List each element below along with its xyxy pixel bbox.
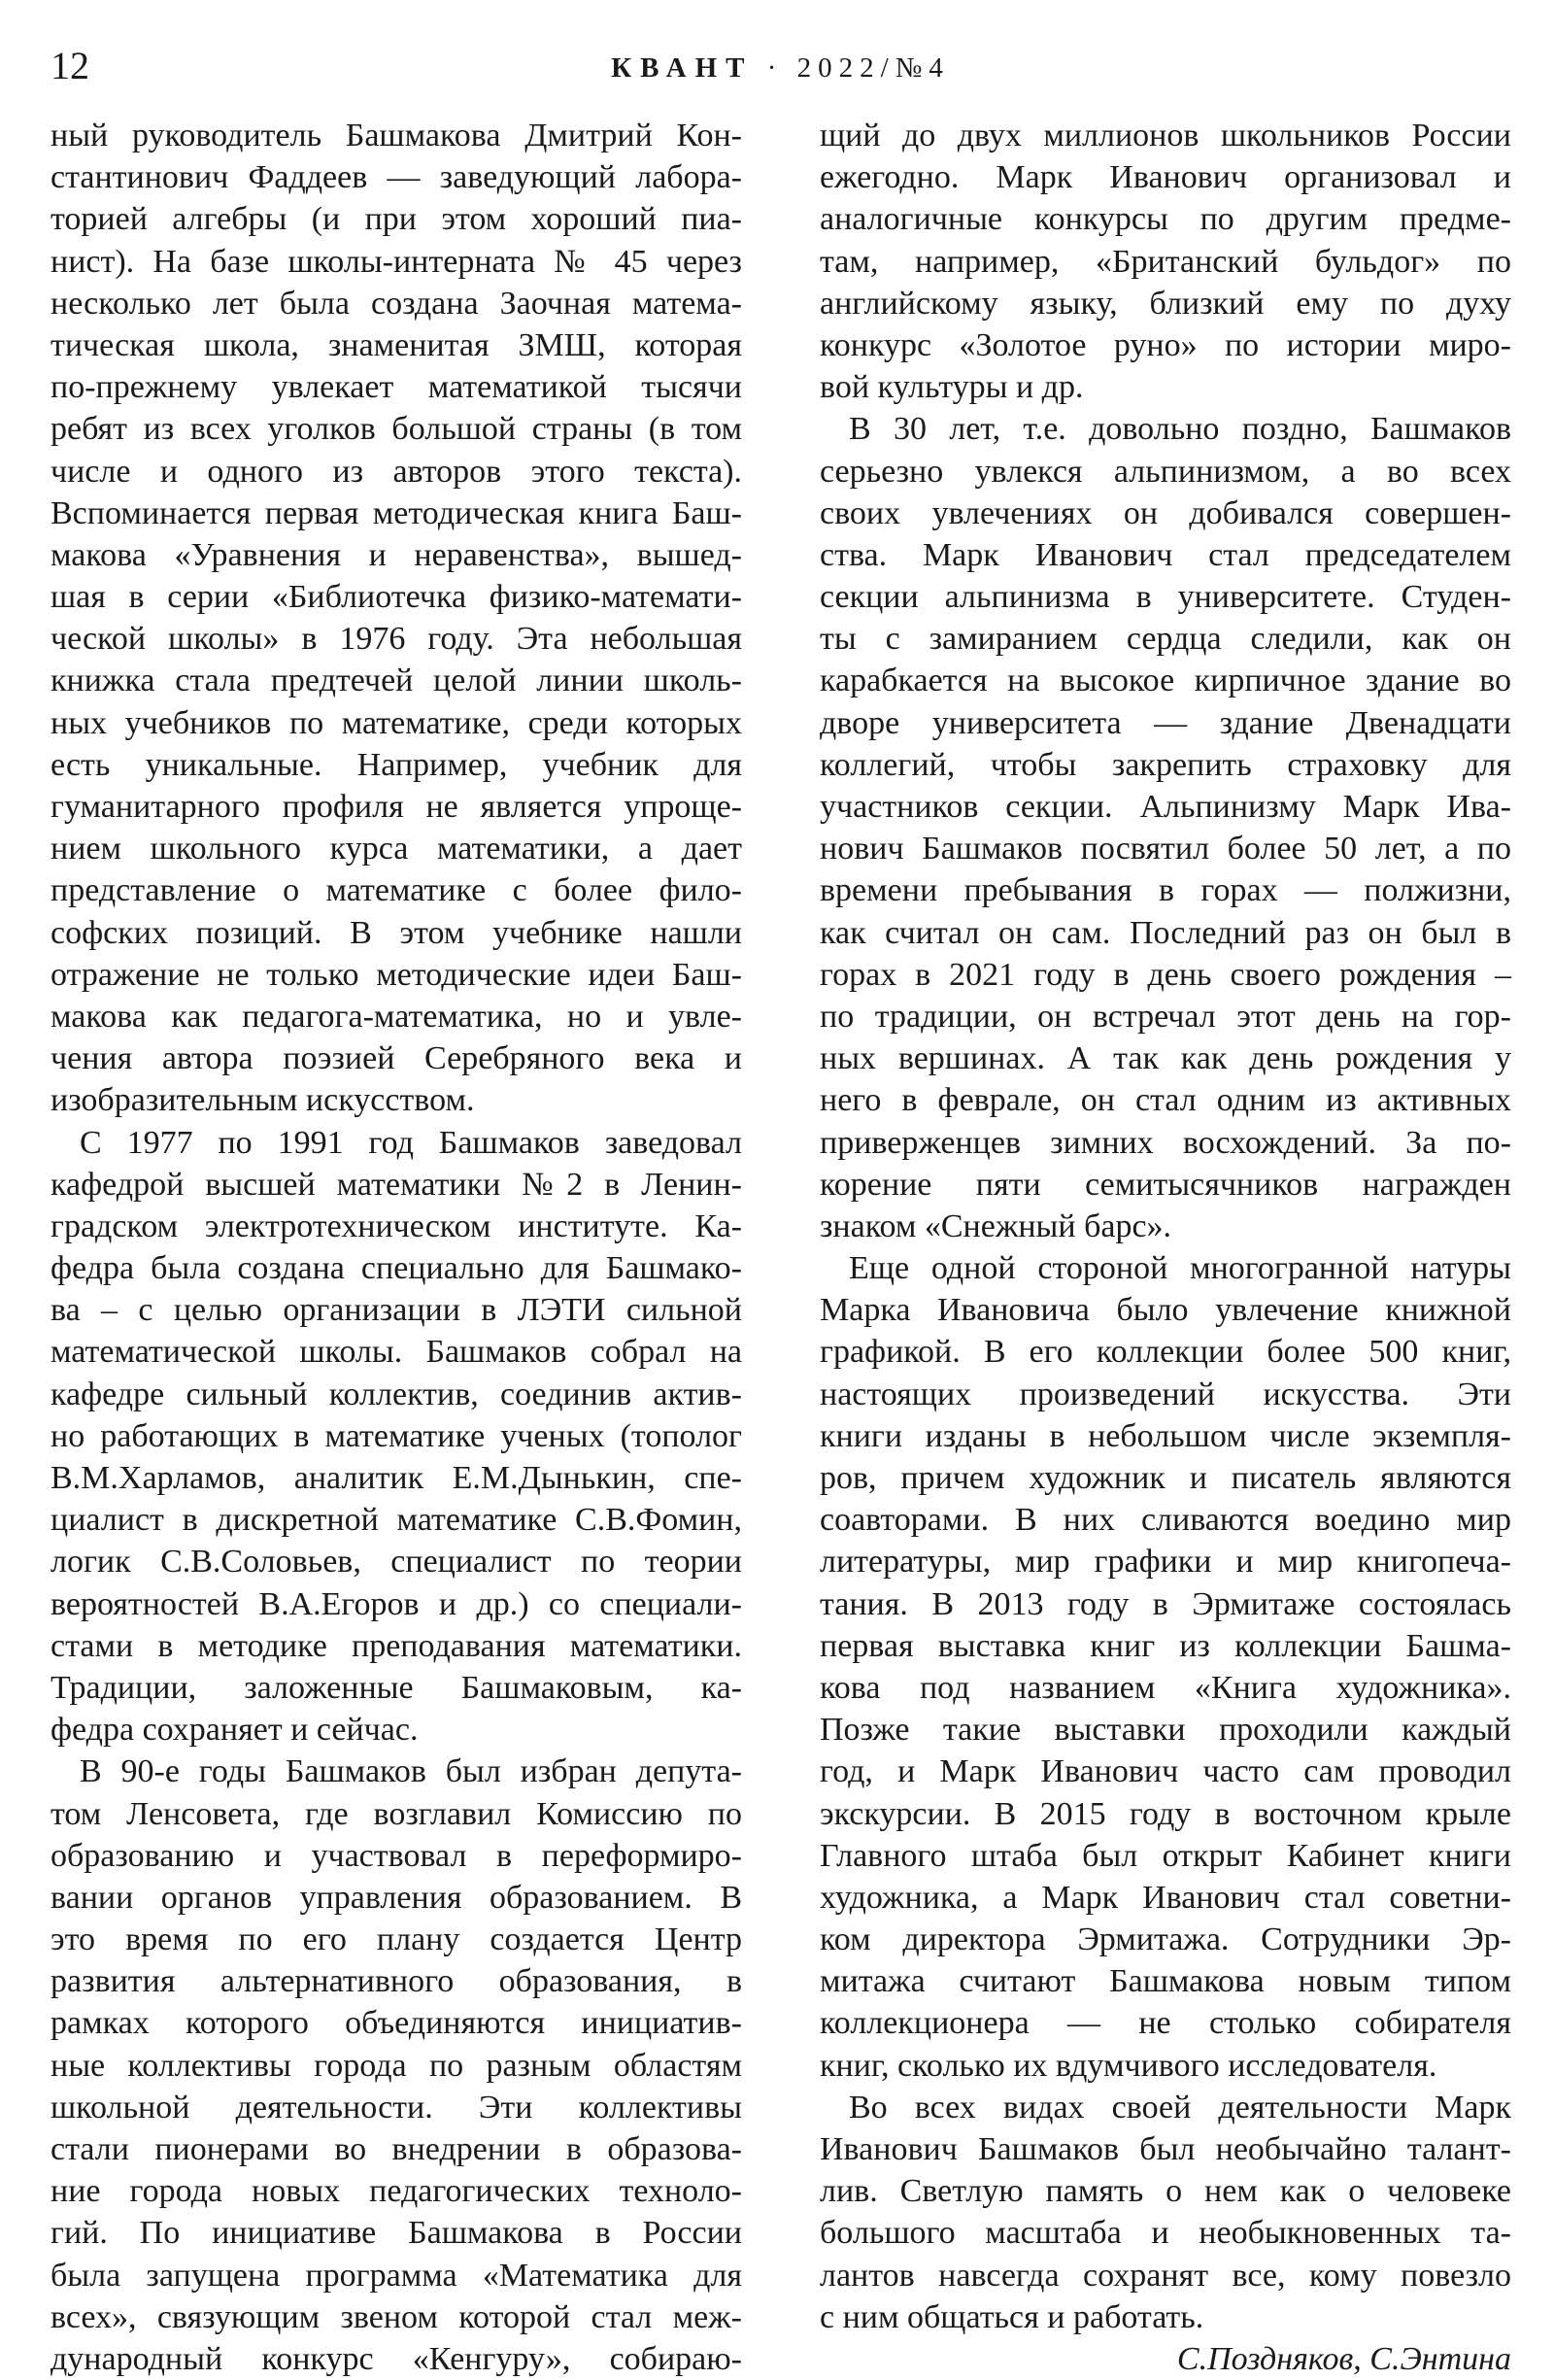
text-line: по-прежнему увлекает математикой тысячи xyxy=(51,369,742,406)
text-line: ва – с целью организации в ЛЭТИ сильной xyxy=(51,1292,742,1329)
text-line: там, например, «Британский бульдог» по xyxy=(820,243,1511,280)
text-line: с ним общаться и работать. xyxy=(820,2298,1204,2335)
text-line: дународный конкурс «Кенгуру», собираю- xyxy=(51,2340,742,2377)
text-line: логик С.В.Соловьев, специалист по теории xyxy=(51,1544,742,1581)
text-line: ком директора Эрмитажа. Сотрудники Эр- xyxy=(820,1921,1511,1958)
text-line: английскому языку, близкий ему по духу xyxy=(820,285,1511,322)
text-line: горах в 2021 году в день своего рождения – xyxy=(820,956,1511,993)
text-line: времени пребывания в горах — полжизни, xyxy=(820,872,1511,909)
text-line: коллекционера — не столько собирателя xyxy=(820,2005,1511,2042)
running-header xyxy=(51,39,1510,97)
text-line: настоящих произведений искусства. Эти xyxy=(820,1376,1511,1412)
text-line: всех», связующим звеном которой стал меж- xyxy=(51,2298,742,2335)
text-line: шая в серии «Библиотечка физико-математи- xyxy=(51,579,742,616)
text-line: него в феврале, он стал одним из активных xyxy=(820,1082,1511,1119)
text-line: Вспоминается первая методическая книга Баш- xyxy=(51,494,742,531)
text-line: отражение не только методические идеи Баш- xyxy=(51,956,742,993)
text-line: Традиции, заложенные Башмаковым, ка- xyxy=(51,1669,742,1706)
text-line: изобразительным искусством. xyxy=(51,1082,475,1119)
left-column xyxy=(51,115,742,2380)
text-line: книг, сколько их вдумчивого исследователя. xyxy=(820,2047,1437,2084)
text-line: гуманитарного профиля не является упроще- xyxy=(51,789,742,825)
text-line: год, и Марк Иванович часто сам проводил xyxy=(820,1753,1511,1790)
text-line: софских позиций. В этом учебнике нашли xyxy=(51,914,742,951)
text-line: ства. Марк Иванович стал председателем xyxy=(820,536,1511,573)
text-line: первая выставка книг из коллекции Башма- xyxy=(820,1627,1511,1664)
text-line: несколько лет была создана Заочная матема- xyxy=(51,285,742,322)
text-line: рамках которого объединяются инициатив- xyxy=(51,2005,742,2042)
text-line: ние города новых педагогических техноло- xyxy=(51,2173,742,2210)
text-line: макова «Уравнения и неравенства», вышед- xyxy=(51,536,742,573)
text-line: нист). На базе школы-интерната № 45 через xyxy=(51,243,742,280)
text-line: митажа считают Башмакова новым типом xyxy=(820,1963,1511,2000)
text-line: коллегий, чтобы закрепить страховку для xyxy=(820,746,1511,783)
text-line: чения автора поэзией Серебряного века и xyxy=(51,1040,742,1077)
text-line: тания. В 2013 году в Эрмитаже состоялась xyxy=(820,1585,1511,1622)
text-line: В.М.Харламов, аналитик Е.М.Дынькин, спе- xyxy=(51,1460,742,1496)
text-line: Позже такие выставки проходили каждый xyxy=(820,1712,1511,1749)
text-line: это время по его плану создается Центр xyxy=(51,1921,742,1958)
text-line: но работающих в математике ученых (тополог xyxy=(51,1417,742,1454)
text-line: приверженцев зимних восхождений. За по- xyxy=(820,1124,1511,1161)
magazine-title: КВАНТ xyxy=(611,52,754,84)
text-line: ребят из всех уголков большой страны (в том xyxy=(51,411,742,448)
text-line: корение пяти семитысячников награжден xyxy=(820,1166,1511,1203)
text-line: градском электротехническом институте. Ка- xyxy=(51,1207,742,1244)
text-line: Иванович Башмаков был необычайно талант- xyxy=(820,2131,1511,2167)
text-line: кафедрой высшей математики №2 в Ленин- xyxy=(51,1166,742,1203)
text-line: стантинович Фаддеев — заведующий лабора- xyxy=(51,159,742,196)
text-line: книги изданы в небольшом числе экземпля- xyxy=(820,1417,1511,1454)
text-line: ных учебников по математике, среди которых xyxy=(51,704,742,741)
text-line: ческой школы» в 1976 году. Эта небольшая xyxy=(51,621,742,658)
text-line: своих увлечениях он добивался совершен- xyxy=(820,494,1511,531)
text-line: ный руководитель Башмакова Дмитрий Кон- xyxy=(51,118,742,153)
text-line: Марка Ивановича было увлечение книжной xyxy=(820,1292,1511,1329)
text-line: щий до двух миллионов школьников России xyxy=(820,118,1511,153)
text-line: представление о математике с более фило- xyxy=(51,872,742,909)
text-line: конкурс «Золотое руно» по истории миро- xyxy=(820,326,1511,363)
text-line: Во всех видах своей деятельности Марк xyxy=(849,2089,1511,2125)
text-line: аналогичные конкурсы по другим предме- xyxy=(820,201,1511,238)
author-signature: С.Поздняков, С.Энтина xyxy=(1176,2340,1511,2377)
text-line: торией алгебры (и при этом хороший пиа- xyxy=(51,201,742,238)
text-line: художника, а Марк Иванович стал советни- xyxy=(820,1879,1511,1916)
text-line: вой культуры и др. xyxy=(820,369,1084,406)
text-line: как считал он сам. Последний раз он был в xyxy=(820,914,1511,951)
text-line: макова как педагога-математика, но и увле- xyxy=(51,998,742,1035)
text-line: федра была создана специально для Башмако- xyxy=(51,1250,742,1287)
text-line: знаком «Снежный барс». xyxy=(820,1207,1172,1244)
text-line: участников секции. Альпинизму Марк Ива- xyxy=(820,789,1511,825)
text-line: карабкается на высокое кирпичное здание во xyxy=(820,663,1511,699)
text-line: книжка стала предтечей целой линии школь- xyxy=(51,663,742,699)
text-line: ты с замиранием сердца следили, как он xyxy=(820,621,1511,658)
text-line: нович Башмаков посвятил более 50 лет, а по xyxy=(820,831,1511,867)
text-line: литературы, мир графики и мир книгопеча- xyxy=(820,1544,1511,1581)
text-line: федра сохраняет и сейчас. xyxy=(51,1712,419,1749)
text-line: числе и одного из авторов этого текста). xyxy=(51,453,742,490)
text-line: ные коллективы города по разным областям xyxy=(51,2047,742,2084)
text-line: стали пионерами во внедрении в образова- xyxy=(51,2131,742,2167)
text-line: циалист в дискретной математике С.В.Фомин, xyxy=(51,1502,742,1539)
text-line: кафедре сильный коллектив, соединив актив- xyxy=(51,1376,742,1412)
text-line: гий. По инициативе Башмакова в России xyxy=(51,2215,742,2252)
text-line: В 30 лет, т.е. довольно поздно, Башмаков xyxy=(849,411,1511,448)
text-line: дворе университета — здание Двенадцати xyxy=(820,704,1511,741)
issue-label: 2022/№4 xyxy=(796,52,950,84)
text-line: школьной деятельности. Эти коллективы xyxy=(51,2089,742,2125)
text-line: ных вершинах. А так как день рождения у xyxy=(820,1040,1511,1077)
text-line: по традиции, он встречал этот день на гор- xyxy=(820,998,1511,1035)
journal-issue-line xyxy=(51,49,1510,87)
text-line: математической школы. Башмаков собрал на xyxy=(51,1334,742,1371)
text-line: лантов навсегда сохранят все, кому повезло xyxy=(820,2257,1511,2294)
text-line: стами в методике преподавания математики. xyxy=(51,1627,742,1664)
page-number: 12 xyxy=(51,44,89,87)
text-line: экскурсии. В 2015 году в восточном крыле xyxy=(820,1795,1511,1832)
text-line: Главного штаба был открыт Кабинет книги xyxy=(820,1837,1511,1874)
text-line: вероятностей В.А.Егоров и др.) со специали- xyxy=(51,1585,742,1622)
text-line: кова под названием «Книга художника». xyxy=(820,1669,1511,1706)
text-line: образованию и участвовал в переформиро- xyxy=(51,1837,742,1874)
text-line: большого масштаба и необыкновенных та- xyxy=(820,2215,1511,2252)
text-line: тическая школа, знаменитая ЗМШ, которая xyxy=(51,326,742,363)
text-line: ежегодно. Марк Иванович организовал и xyxy=(820,159,1511,196)
text-line: развития альтернативного образования, в xyxy=(51,1963,742,2000)
header-separator: · xyxy=(766,52,784,84)
text-line: графикой. В его коллекции более 500 книг, xyxy=(820,1334,1511,1371)
text-line: лив. Светлую память о нем как о человеке xyxy=(820,2173,1511,2210)
text-line: том Ленсовета, где возглавил Комиссию по xyxy=(51,1795,742,1832)
text-line: нием школьного курса математики, а дает xyxy=(51,831,742,867)
text-line: ров, причем художник и писатель являются xyxy=(820,1460,1511,1496)
text-line: соавторами. В них сливаются воедино мир xyxy=(820,1502,1511,1539)
right-column xyxy=(820,115,1511,2380)
text-line: серьезно увлекся альпинизмом, а во всех xyxy=(820,453,1511,490)
text-line: С 1977 по 1991 год Башмаков заведовал xyxy=(80,1124,742,1161)
text-line: В 90-е годы Башмаков был избран депута- xyxy=(80,1753,742,1790)
text-line: Еще одной стороной многогранной натуры xyxy=(849,1250,1511,1287)
text-line: была запущена программа «Математика для xyxy=(51,2257,742,2294)
text-line: вании органов управления образованием. В xyxy=(51,1879,742,1916)
text-line: секции альпинизма в университете. Студен- xyxy=(820,579,1511,616)
text-line: есть уникальные. Например, учебник для xyxy=(51,746,742,783)
